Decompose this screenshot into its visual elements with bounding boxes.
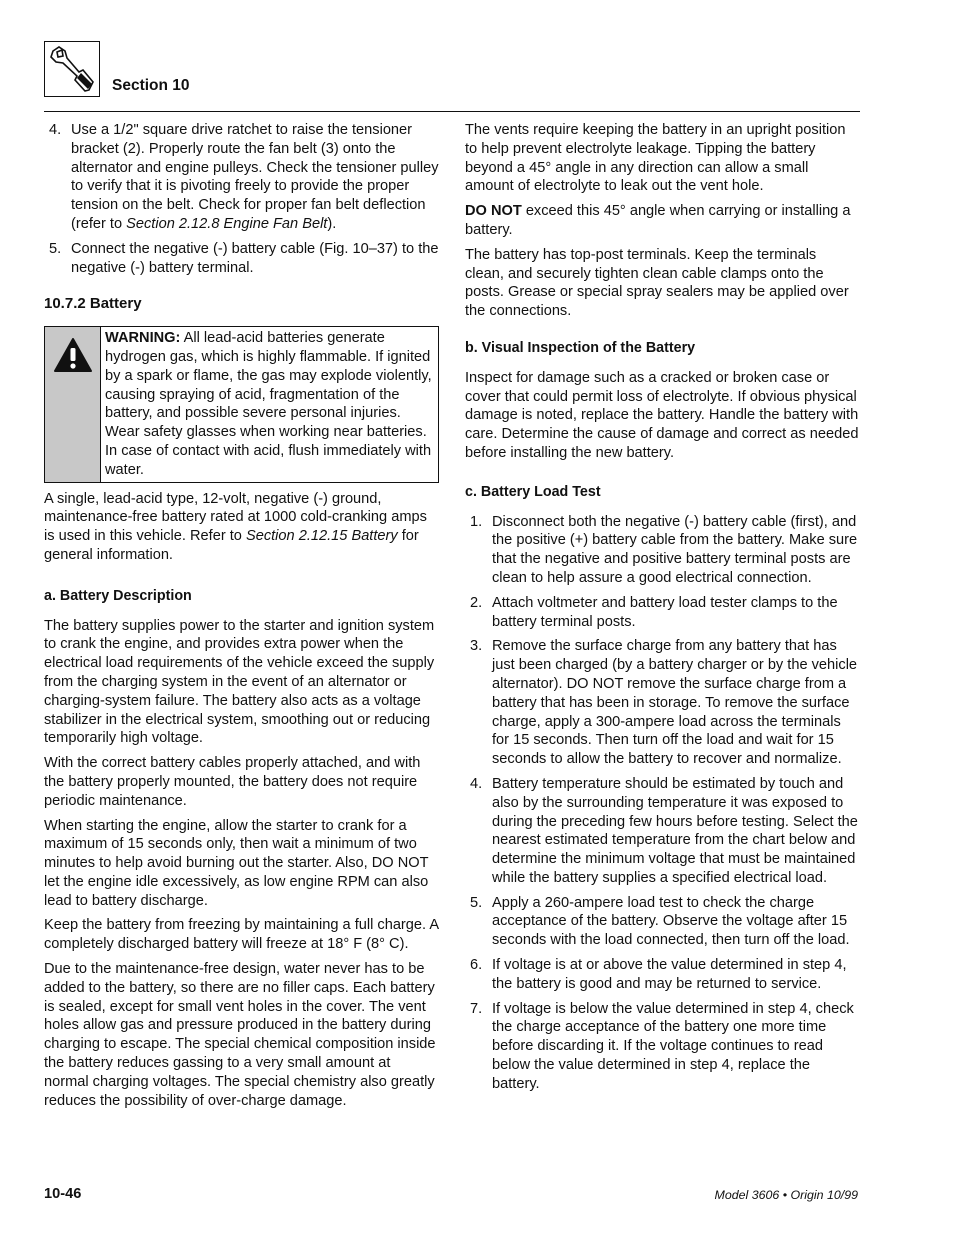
list-item (465, 894, 859, 950)
paragraph (465, 202, 859, 240)
step-number: 7. (470, 1000, 483, 1017)
subheading-battery-description: a. Battery Description (44, 587, 192, 604)
step-number: 5. (470, 894, 483, 911)
step-text: Use a 1/2" square drive ratchet to raise the tensioner bracket (2). Properly route the fan belt (3) onto the alternator and engine pulleys. Check the tensioner pulley to verify that it is pivoting freely to provide the proper tension on the belt. Check for proper fan belt deflection (refer to (71, 122, 439, 232)
intro-text-end: for general information. (44, 528, 419, 563)
paragraph: The battery has top-post terminals. Keep the terminals clean, and securely tighten clean cable clamps onto the posts. Grease or special spray sealers may be applied over the connections. (465, 246, 849, 320)
load-test-steps (465, 513, 859, 1094)
subheading-visual-inspection: b. Visual Inspection of the Battery (465, 339, 696, 356)
wrench-icon (45, 42, 99, 96)
list-item (465, 594, 859, 632)
step-text: If voltage is at or above the value determined in step 4, the battery is good and may be returned to service. (492, 957, 847, 992)
right-column (465, 121, 859, 1100)
paragraph: Due to the maintenance-free design, water never has to be added to the battery, so there are no filler caps. Each battery is sealed, except for small vent holes in the cover. The vent holes allow gas and pressure produced in the battery during charging to escape. The special chemical composition inside the battery reduces gassing to a very small amount at normal charging voltages. The special chemistry also greatly reduces the possibility of over-charge damage. (44, 961, 436, 1109)
step-number: 5. (49, 240, 62, 257)
left-column (44, 121, 439, 1116)
step-number: 3. (470, 638, 483, 655)
warning-label: WARNING: (105, 330, 181, 347)
paragraph: Inspect for damage such as a cracked or broken case or cover that could permit loss of electrolyte. If obvious physical damage is noted, replace the battery. Handle the battery with care. Determine the cause of damage and correct as needed before installing the new battery. (465, 369, 859, 461)
section-reference: Section 2.12.8 Engine Fan Belt (126, 215, 328, 232)
fan-belt-steps (44, 121, 439, 277)
step-text: Attach voltmeter and battery load tester clamps to the battery terminal posts. (492, 594, 838, 630)
warning-body: All lead-acid batteries generate hydrogen gas, which is highly flammable. If ignited by a spark or flame, the gas may explode violently, causing spraying of acid, fragmentation of the battery, and possible severe personal injuries. Wear safety glasses when working near batteries. In case of contact with acid, flush immediately with water. (105, 330, 432, 478)
step-text: Connect the negative (-) battery cable (Fig. 10–37) to the negative (-) battery terminal. (71, 240, 439, 276)
list-item (465, 775, 859, 888)
step-number: 2. (470, 594, 483, 611)
list-item (465, 513, 859, 588)
step-number: 4. (49, 122, 62, 138)
step-text: Remove the surface charge from any battery that has just been charged (by a battery charger or by the vehicle alternator). DO NOT remove the surface charge from a battery that has been in storage. To remove the surface charge, apply a 300-ampere load across the terminals for 15 seconds. Then turn off the load and wait for 15 seconds to allow the battery to recover and normalize. (492, 638, 858, 768)
list-item (44, 121, 439, 234)
warning-text (101, 327, 438, 481)
paragraph: The vents require keeping the battery in an upright position to help prevent electrolyte leakage. Tipping the battery beyond a 45° angle in any direction can allow a small amount of electrolyte to leak out the vent hole. (465, 122, 846, 195)
paragraph: Keep the battery from freezing by maintaining a full charge. A completely discharged battery will freeze at 18° F (8° C). (44, 917, 439, 953)
section-heading: 10.7.2 Battery (44, 295, 142, 313)
battery-intro (44, 490, 439, 565)
step-text: Disconnect both the negative (-) battery cable (first), and the positive (+) battery cable from the battery. Make sure that the negative and positive battery terminal posts are clean to help assure a good electrical connection. (492, 513, 858, 586)
step-number: 4. (470, 775, 483, 792)
paragraph: The battery supplies power to the starter and ignition system to crank the engine, and provides extra power when the electrical load requirements of the vehicle exceed the supply from the charging system in the event of an alternator or charging-system failure. The battery also acts as a voltage stabilizer in the electrical system, smoothing out or reducing temporarily high voltage. (44, 617, 435, 747)
paragraph: With the correct battery cables properly attached, and with the battery properly mounted, the battery does not require periodic maintenance. (44, 755, 421, 809)
warning-icon-cell (45, 327, 101, 481)
section-reference: Section 2.12.15 Battery (245, 528, 398, 545)
step-text-end: ). (327, 215, 337, 232)
step-number: 1. (470, 513, 483, 530)
intro-text: A single, lead-acid type, 12-volt, negative (-) ground, maintenance-free battery rated at 1000 cold-cranking amps is used in this vehicle. Refer to (44, 490, 427, 545)
page-number: 10-46 (44, 1186, 82, 1202)
list-item (44, 240, 439, 278)
step-number: 6. (470, 957, 483, 974)
paragraph-text: exceed this 45° angle when carrying or installing a battery. (465, 203, 851, 238)
section-title: Section 10 (112, 77, 190, 94)
model-origin: Model 3606 • Origin 10/99 (714, 1188, 858, 1202)
list-item (465, 637, 859, 769)
list-item (465, 956, 859, 994)
section-logo (44, 41, 100, 97)
warning-triangle-icon (53, 337, 93, 373)
step-text: If voltage is below the value determined in step 4, check the charge acceptance of the battery one more time before discarding it. If the voltage continues to read below the value determined in step 4, replace the battery. (492, 1000, 854, 1092)
warning-box (44, 326, 439, 482)
subheading-load-test: c. Battery Load Test (465, 483, 601, 500)
step-text: Apply a 260-ampere load test to check the charge acceptance of the battery. Observe the voltage after 15 seconds with the load connected, then turn off the load. (492, 894, 850, 949)
paragraph: When starting the engine, allow the starter to crank for a maximum of 15 seconds only, then wait a minimum of two minutes to help avoid burning out the starter. Also, DO NOT let the engine idle excessively, as low engine RPM can also lead to battery discharge. (44, 817, 429, 909)
header-rule (44, 111, 860, 112)
emphasis-do-not: DO NOT (465, 203, 522, 220)
list-item (465, 1000, 859, 1094)
step-text: Battery temperature should be estimated by touch and also by the surrounding temperature it was exposed to during the preceding few hours before testing. Select the nearest estimated temperature from the chart below and determine the minimum voltage that must be maintained while the battery supplies a specified electrical load. (492, 775, 858, 886)
